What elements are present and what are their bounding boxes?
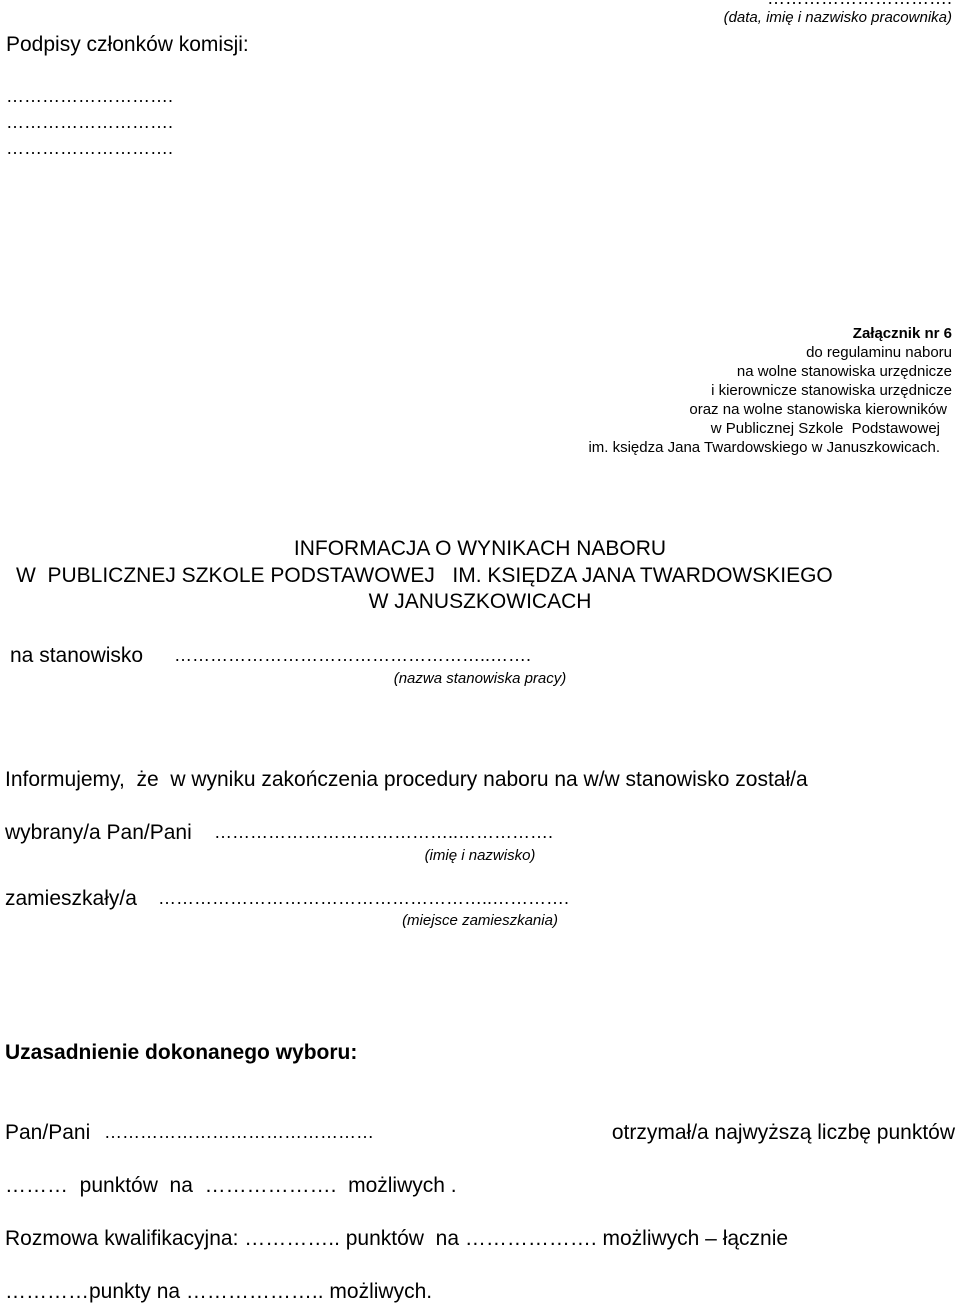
justification-dots: ……………………………………… <box>104 1122 374 1142</box>
signature-line: ………………………. <box>6 112 174 132</box>
residence-label: zamieszkały/a <box>5 887 137 910</box>
position-dots: ……………………………………………..……. <box>174 645 532 665</box>
residence-caption: (miejsce zamieszkania) <box>402 912 558 929</box>
appendix-line: oraz na wolne stanowiska kierowników <box>689 401 947 418</box>
heading-line-2: W PUBLICZNEJ SZKOLE PODSTAWOWEJ IM. KSIĘDZA JANA TWARDOWSKIEGO <box>16 564 833 587</box>
justification-label: Pan/Pani <box>5 1121 91 1144</box>
selected-label: wybrany/a Pan/Pani <box>5 821 192 844</box>
selected-dots: …………………………………..……………. <box>214 822 554 842</box>
appendix-line: im. księdza Jana Twardowskiego w Januszkowicach. <box>588 439 940 456</box>
appendix-title: Załącznik nr 6 <box>852 325 952 342</box>
heading-line-1: INFORMACJA O WYNIKACH NABORU <box>293 537 667 560</box>
interview-line: Rozmowa kwalifikacyjna: ………….. punktów na ………………. możliwych – łącznie <box>5 1227 789 1250</box>
inform-text: Informujemy, że w wyniku zakończenia procedury naboru na w/w stanowisko został/a <box>5 768 808 791</box>
name-caption: (imię i nazwisko) <box>424 847 536 864</box>
total-line: …………punkty na ……………….. możliwych. <box>5 1280 433 1303</box>
signature-line: ………………………. <box>6 138 174 158</box>
commission-label: Podpisy członków komisji: <box>6 33 249 56</box>
position-label: na stanowisko <box>10 644 144 667</box>
appendix-block <box>588 324 952 457</box>
appendix-line: w Publicznej Szkole Podstawowej <box>710 420 940 437</box>
employee-caption: (data, imię i nazwisko pracownika) <box>723 9 952 26</box>
justification-title: Uzasadnienie dokonanego wyboru: <box>5 1041 358 1064</box>
position-caption: (nazwa stanowiska pracy) <box>393 670 567 687</box>
appendix-line: do regulaminu naboru <box>806 344 952 361</box>
heading-line-3: W JANUSZKOWICACH <box>368 590 592 613</box>
justification-tail: otrzymał/a najwyższą liczbę punktów <box>611 1121 955 1144</box>
signature-line: ………………………. <box>6 86 174 106</box>
points-line: ……… punktów na ………………. możliwych . <box>5 1174 457 1197</box>
appendix-line: na wolne stanowiska urzędnicze <box>736 363 952 380</box>
appendix-line: i kierownicze stanowiska urzędnicze <box>711 382 952 399</box>
employee-dots <box>767 0 952 9</box>
residence-dots: ………………………………………………..…………. <box>158 888 570 908</box>
